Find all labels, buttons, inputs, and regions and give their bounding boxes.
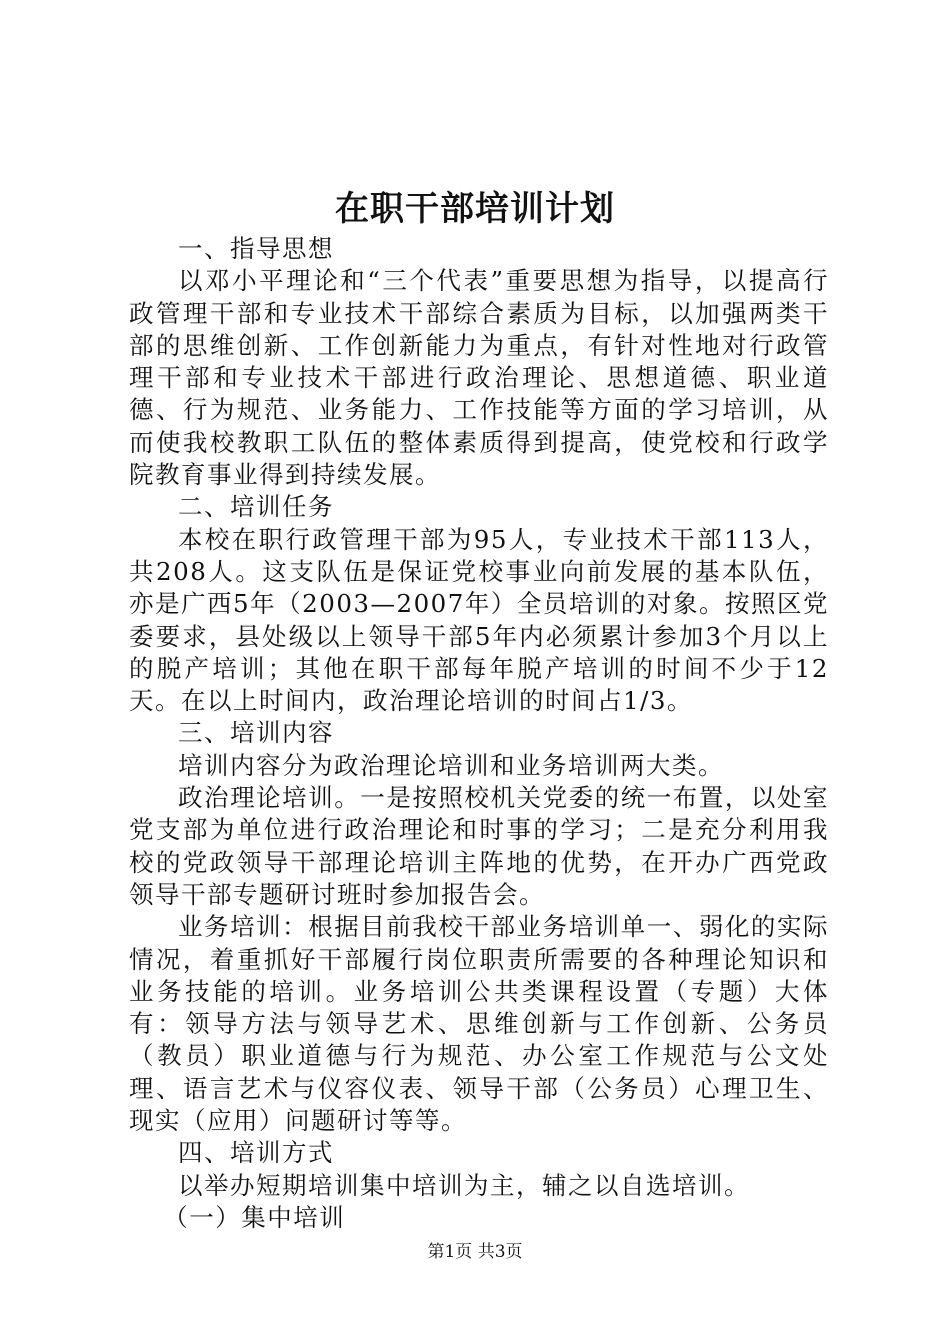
page-footer: 第1页 共3页 bbox=[427, 1242, 523, 1262]
section-heading: 三、培训内容 bbox=[178, 718, 334, 748]
body-paragraph: 以举办短期培训集中培训为主，辅之以自选培训。 bbox=[178, 1170, 750, 1200]
document-body bbox=[129, 233, 829, 1234]
subsection-heading: （一）集中培训 bbox=[163, 1202, 346, 1232]
body-paragraph: 以邓小平理论和“三个代表”重要思想为指导，以提高行政管理干部和专业技术干部综合素质为目标，以加强两类干部的思维创新、工作创新能力为重点，有针对性地对行政管理干部和专业技术干部进行政治理论、思想道德、职业道德、行为规范、业务能力、工作技能等方面的学习培训，从而使我校教职工队伍的整体素质得到提高，使党校和行政学院教育事业得到持续发展。 bbox=[129, 266, 829, 490]
body-paragraph: 培训内容分为政治理论培训和业务培训两大类。 bbox=[178, 750, 724, 780]
body-paragraph: 政治理论培训。一是按照校机关党委的统一布置，以处室党支部为单位进行政治理论和时事的学习；二是充分利用我校的党政领导干部理论培训主阵地的优势，在开办广西党政领导干部专题研讨班时参加报告会。 bbox=[129, 783, 829, 909]
body-paragraph: 本校在职行政管理干部为95人，专业技术干部113人，共208人。这支队伍是保证党校事业向前发展的基本队伍，亦是广西5年（2003—2007年）全员培训的对象。按照区党委要求，县处级以上领导干部5年内必须累计参加3个月以上的脱产培训；其他在职干部每年脱产培训的时间不少于12天。在以上时间内，政治理论培训的时间占1/3。 bbox=[129, 524, 829, 716]
document-title: 在职干部培训计划 bbox=[335, 189, 615, 229]
section-heading: 二、培训任务 bbox=[178, 492, 334, 522]
body-paragraph: 业务培训：根据目前我校干部业务培训单一、弱化的实际情况，着重抓好干部履行岗位职责所需要的各种理论知识和业务技能的培训。业务培训公共类课程设置（专题）大体有：领导方法与领导艺术、思维创新与工作创新、公务员（教员）职业道德与行为规范、办公室工作规范与公文处理、语言艺术与仪容仪表、领导干部（公务员）心理卫生、现实（应用）问题研讨等等。 bbox=[129, 912, 829, 1136]
section-heading: 四、培训方式 bbox=[178, 1138, 334, 1168]
section-heading: 一、指导思想 bbox=[178, 234, 334, 263]
